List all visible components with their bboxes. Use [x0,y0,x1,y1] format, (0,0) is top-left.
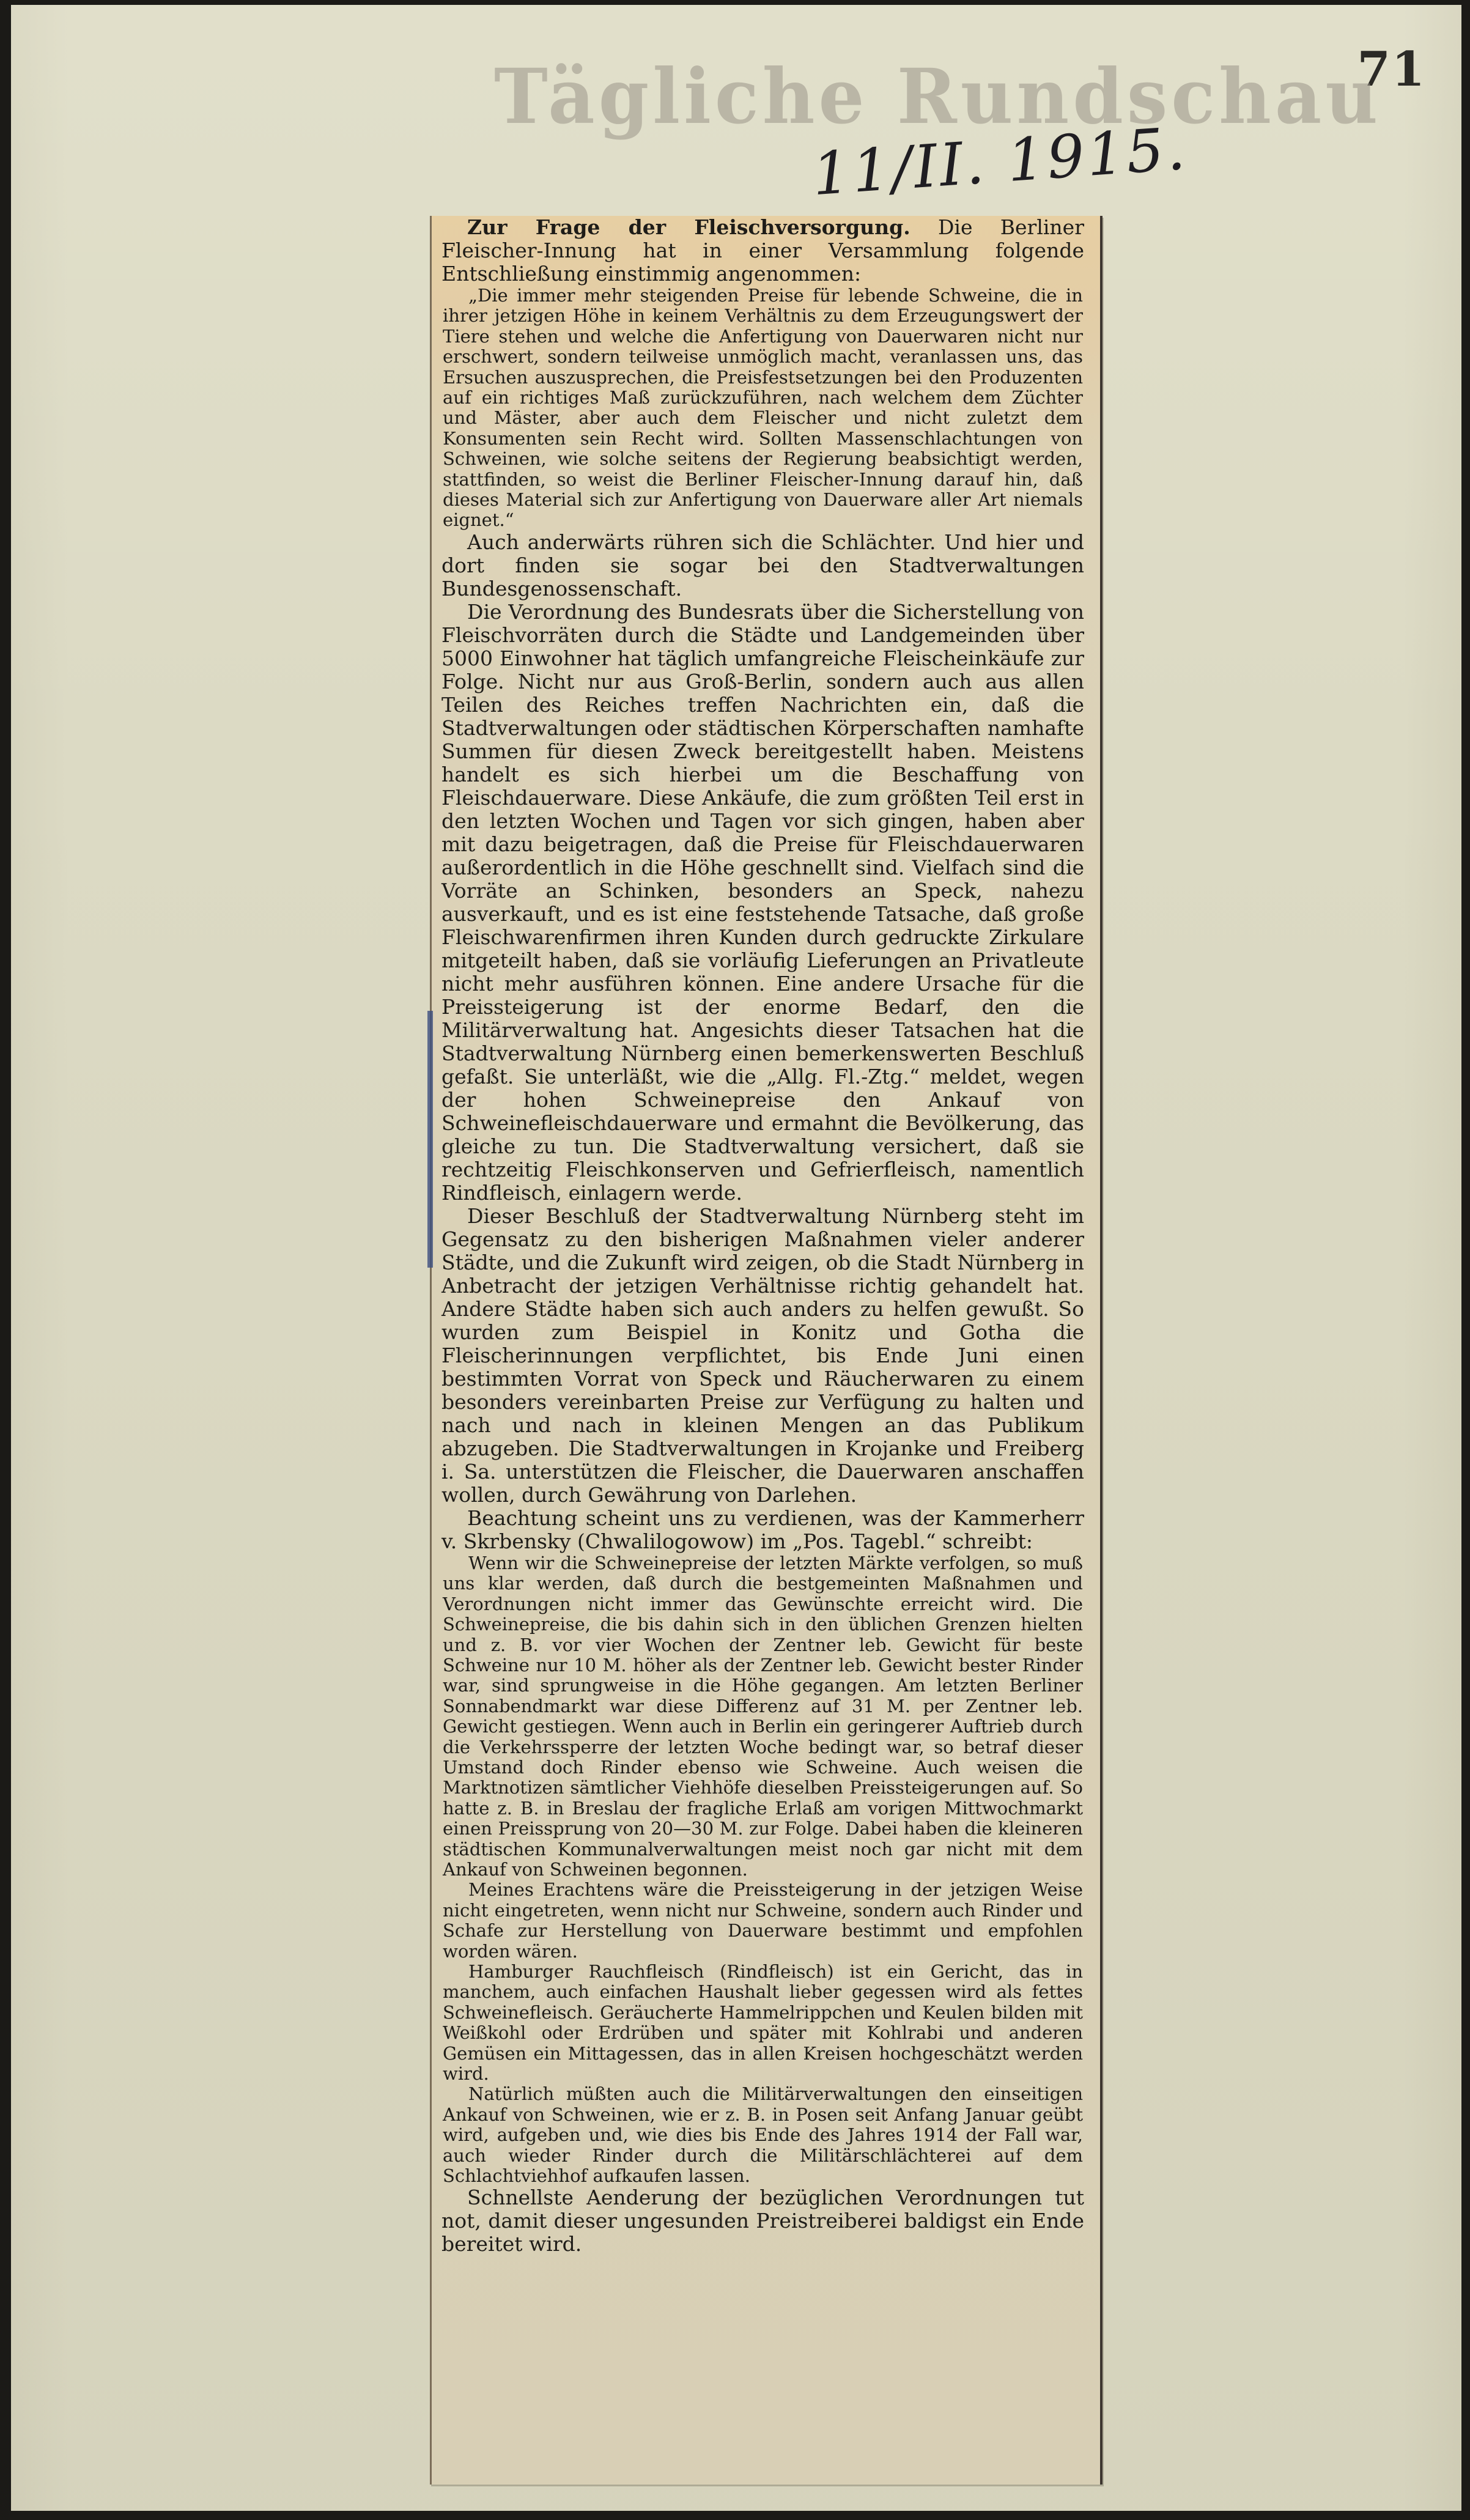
paragraph-3: Dieser Beschluß der Stadtverwaltung Nürnberg steht im Gegensatz zu den bisherigen Maßnahmen vieler anderer Städte, und die Zukunft wird zeigen, ob die Stadt Nürnberg in Anbetracht der jetzigen Verhältnisse richtig gehandelt hat. Andere Städte haben sich auch anders zu helfen gewußt. So wurden zum Beispiel in Konitz und Gotha die Fleischerinnungen verpflichtet, bis Ende Juni einen bestimmten Vorrat von Speck und Räucherwaren zu einem besonders vereinbarten Preise zur Verfügung zu halten und nach und nach in kleinen Mengen an das Publikum abzugeben. Die Stadtverwaltungen in Krojanke und Freiberg i. Sa. unterstützen die Fleischer, die Dauerwaren anschaffen wollen, durch Gewährung von Darlehen. [441,1203,1084,1507]
page-number: 71 [1357,42,1426,97]
quoted-paragraph-3: Hamburger Rauchfleisch (Rindfleisch) ist ein Gericht, das in manchem, auch einfachen Haushalt lieber gegessen wird als fettes Schweinefleisch. Geräucherte Hammelrippchen und Keulen bilden mit Weißkohl oder Erdrüben und später mit Kohlrabi und anderen Gemüsen ein Mittagessen, das in allen Kreisen hochgeschätzt werden wird. [443,1961,1083,2085]
quoted-paragraph-4: Natürlich müßten auch die Militärverwaltungen den einseitigen Ankauf von Schweinen, wie er z. B. in Posen seit Anfang Januar geübt wird, aufgeben und, wie dies bis Ende des Jahres 1914 der Fall war, auch wieder Rinder durch die Militärschlächterei auf dem Schlachtviehhof aufkaufen lassen. [443,2083,1083,2187]
margin-mark [427,1011,433,1268]
paragraph-1: Auch anderwärts rühren sich die Schlächter. Und hier und dort finden sie sogar bei den Stadtverwaltungen Bundesgenossenschaft. [441,530,1084,600]
resolution-quote: „Die immer mehr steigenden Preise für lebende Schweine, die in ihrer jetzigen Höhe in keinem Verhältnis zu dem Erzeugungswert der Tiere stehen und welche die Anfertigung von Dauerwaren nicht nur erschwert, sondern teilweise unmöglich macht, veranlassen uns, das Ersuchen auszusprechen, die Preisfestsetzungen bei den Produzenten auf ein richtiges Maß zurückzuführen, nach welchem dem Züchter und Mäster, aber auch dem Fleischer und nicht zuletzt dem Konsumenten sein Recht wird. Sollten Massenschlachtungen von Schweinen, wie solche seitens der Regierung beabsichtigt werden, stattfinden, so weist die Berliner Fleischer-Innung darauf hin, daß dieses Material sich zur Anfertigung von Dauerware aller Art niemals eignet.“ [443,285,1083,531]
newspaper-masthead: Tägliche Rundschau [494,51,1382,141]
quoted-paragraph-2: Meines Erachtens wäre die Preissteigerung in der jetzigen Weise nicht eingetreten, wenn nicht nur Schweine, sondern auch Rinder und Schafe zur Herstellung von Dauerware bestimmt und empfohlen worden wären. [443,1879,1083,1962]
paragraph-4: Beachtung scheint uns zu verdienen, was der Kammerherr v. Skrbensky (Chwalilogowow) im „Pos. Tagebl.“ schreibt: [441,1506,1084,1553]
handwritten-date: 11/II. 1915. [810,114,1190,209]
newspaper-clipping [430,216,1102,2485]
article-heading: Zur Frage der Fleischversorgung. [467,215,910,239]
archive-sheet [11,5,1461,2511]
quoted-letter [441,1553,1084,2187]
intro-text: Die Berliner Fleischer-Innung hat in einer Versammlung folgende Entschließung einstimmig angenommen: [441,215,1084,286]
quoted-paragraph-1: Wenn wir die Schweinepreise der letzten Märkte verfolgen, so muß uns klar werden, daß durch die bestgemeinten Maßnahmen und Verordnungen nicht immer das Gewünschte erreicht wird. Die Schweinepreise, die bis dahin sich in den üblichen Grenzen hielten und z. B. vor vier Wochen der Zentner leb. Gewicht für beste Schweine nur 10 M. höher als der Zentner leb. Gewicht bester Rinder war, sind sprungweise in die Höhe gegangen. Am letzten Berliner Sonnabendmarkt war diese Differenz auf 31 M. per Zentner leb. Gewicht gestiegen. Wenn auch in Berlin ein geringerer Auftrieb durch die Verkehrssperre der letzten Woche bedingt war, so betraf dieser Umstand doch Rinder ebenso wie Schweine. Auch weisen die Marktnotizen sämtlicher Viehhöfe dieselben Preissteigerungen auf. So hatte z. B. in Breslau der fragliche Erlaß am vorigen Mittwochmarkt einen Preissprung von 20—30 M. zur Folge. Dabei haben die kleineren städtischen Kommunalverwaltungen meist noch gar nicht mit dem Ankauf von Schweinen begonnen. [443,1552,1083,1880]
article-intro [441,216,1084,286]
closing-paragraph: Schnellste Aenderung der bezüglichen Verordnungen tut not, damit dieser ungesunden Preistreiberei baldigst ein Ende bereitet wird. [441,2186,1084,2256]
paragraph-2: Die Verordnung des Bundesrats über die Sicherstellung von Fleischvorräten durch die Städte und Landgemeinden über 5000 Einwohner hat täglich umfangreiche Fleischeinkäufe zur Folge. Nicht nur aus Groß-Berlin, sondern auch aus allen Teilen des Reiches treffen Nachrichten ein, daß die Stadtverwaltungen oder städtischen Körperschaften namhafte Summen für diesen Zweck bereitgestellt haben. Meistens handelt es sich hierbei um die Beschaffung von Fleischdauerware. Diese Ankäufe, die zum größten Teil erst in den letzten Wochen und Tagen vor sich gingen, haben aber mit dazu beigetragen, daß die Preise für Fleischdauerwaren außerordentlich in die Höhe geschnellt sind. Vielfach sind die Vorräte an Schinken, besonders an Speck, nahezu ausverkauft, und es ist eine feststehende Tatsache, daß große Fleischwarenfirmen ihren Kunden durch gedruckte Zirkulare mitgeteilt haben, daß sie vorläufig Lieferungen an Privatleute nicht mehr ausführen können. Eine andere Ursache für die Preissteigerung ist der enorme Bedarf, den die Militärverwaltung hat. Angesichts dieser Tatsachen hat die Stadtverwaltung Nürnberg einen bemerkenswerten Beschluß gefaßt. Sie unterläßt, wie die „Allg. Fl.-Ztg.“ meldet, wegen der hohen Schweinepreise den Ankauf von Schweinefleischdauerware und ermahnt die Bevölkerung, das gleiche zu tun. Die Stadtverwaltung versichert, daß sie rechtzeitig Fleischkonserven und Gefrierfleisch, namentlich Rindfleisch, einlagern werde. [441,599,1084,1205]
